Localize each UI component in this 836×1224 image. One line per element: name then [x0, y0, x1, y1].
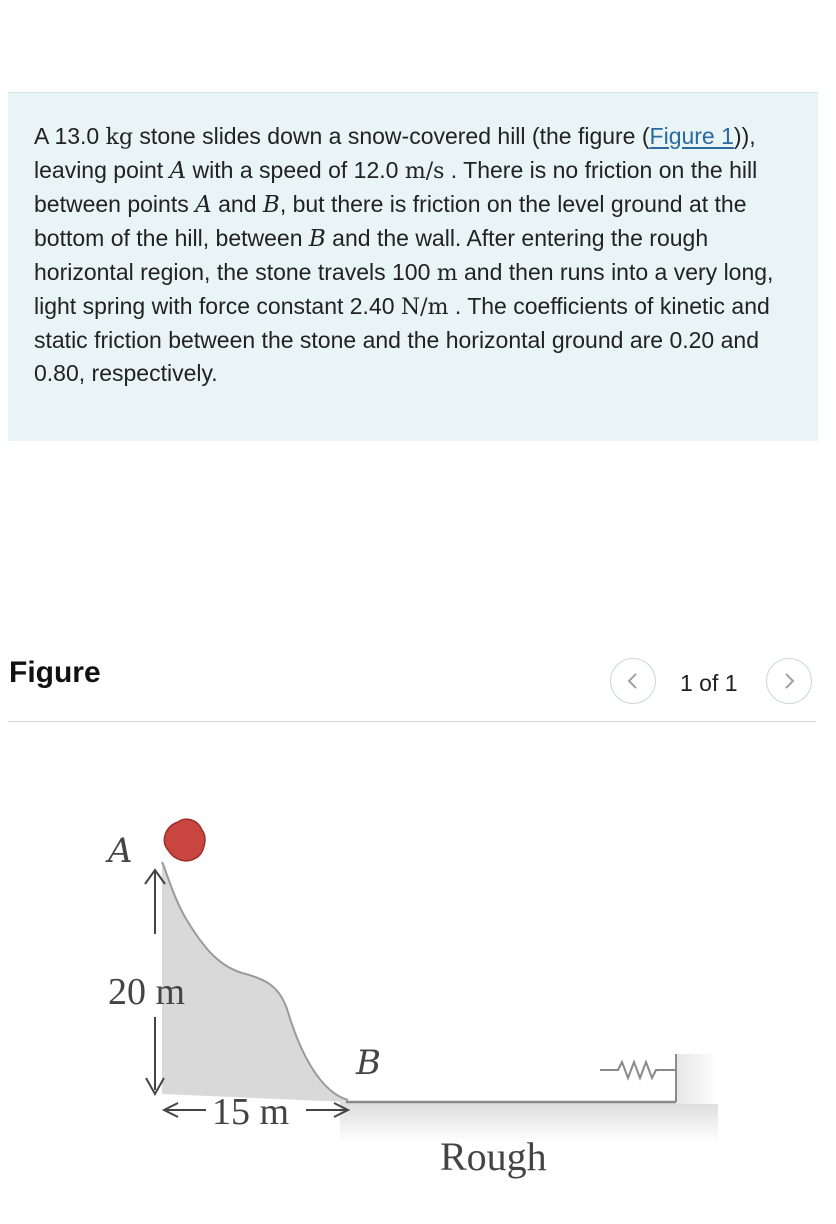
hill-diagram — [0, 722, 836, 1224]
prev-figure-button[interactable] — [610, 658, 656, 704]
stone-icon — [164, 819, 205, 861]
label-point-b: B — [356, 1043, 381, 1083]
point-a-var: A — [169, 158, 187, 184]
chevron-left-icon — [623, 671, 643, 691]
hill-shape — [162, 862, 348, 1102]
label-rough: Rough — [440, 1134, 547, 1179]
point-b-var: B — [308, 226, 326, 252]
figure-link[interactable]: Figure 1 — [649, 123, 734, 149]
label-point-a: A — [108, 831, 133, 871]
text-segment: with a speed of 12.0 — [186, 157, 405, 183]
next-figure-button[interactable] — [766, 658, 812, 704]
text-segment: and — [211, 191, 263, 217]
wall — [676, 1054, 718, 1104]
pager-count: 1 of 1 — [680, 670, 738, 696]
chevron-right-icon — [779, 671, 799, 691]
unit-kg: kg — [105, 125, 134, 150]
text-segment: and the wall. After entering the rough horizontal region, the stone travels 100 — [34, 225, 709, 285]
text-segment: . The coefficients of kinetic and static friction between the stone and the horizontal ground are 0.20 and 0.80, respectively. — [34, 293, 770, 386]
figure-title: Figure — [9, 656, 101, 689]
label-height: 20 m — [108, 971, 186, 1013]
unit-ms: m/s — [404, 159, 445, 184]
text-segment: , but there is friction on the level ground at the bottom of the hill, between — [34, 191, 747, 251]
problem-text — [34, 120, 792, 390]
problem-statement — [8, 92, 818, 441]
unit-nm: N/m — [400, 295, 449, 320]
text-segment: and then runs into a very long, light spring with force constant 2.40 — [34, 259, 774, 319]
spring — [600, 1062, 676, 1078]
text-segment: stone slides down a snow-covered hill (the figure ( — [133, 123, 650, 149]
point-b-var: B — [262, 192, 280, 218]
label-width: 15 m — [212, 1091, 290, 1133]
unit-m: m — [436, 261, 458, 286]
text-segment: . There is no friction on the hill between points — [34, 157, 758, 217]
text-segment: )), leaving point — [34, 123, 756, 183]
text-segment: A 13.0 — [34, 123, 106, 149]
point-a-var: A — [195, 192, 212, 218]
